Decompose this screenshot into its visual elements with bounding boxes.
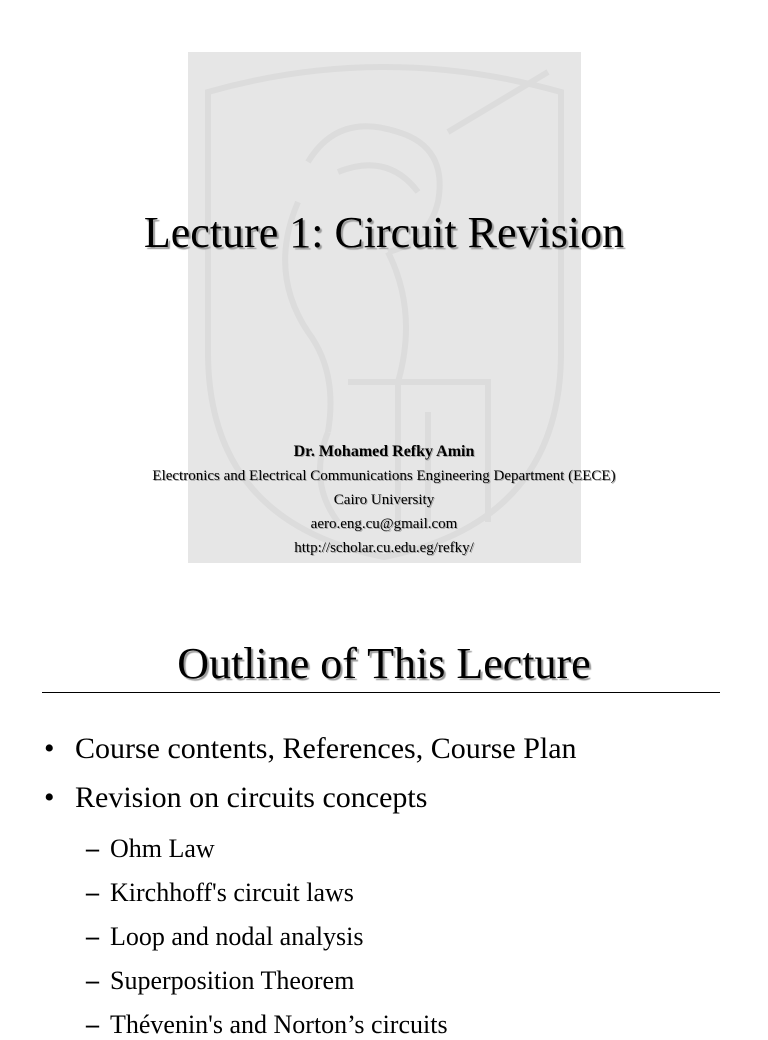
author-name: Dr. Mohamed Refky Amin <box>293 443 475 460</box>
dash-icon: – <box>86 966 99 995</box>
list-item-label: Revision on circuits concepts <box>75 781 428 814</box>
sub-item-label: Superposition Theorem <box>110 966 355 995</box>
dash-icon: – <box>86 1010 99 1039</box>
dash-icon: – <box>86 834 99 863</box>
sub-item-label: Thévenin's and Norton’s circuits <box>110 1010 448 1039</box>
bullet-icon: • <box>44 732 55 765</box>
sub-item-label: Ohm Law <box>110 834 215 863</box>
dash-icon: – <box>86 922 99 951</box>
sub-list-item <box>86 966 354 996</box>
slide-title: Lecture 1: Circuit Revision <box>143 208 625 257</box>
sub-item-label: Kirchhoff's circuit laws <box>110 878 354 907</box>
dash-icon: – <box>86 878 99 907</box>
website-text: http://scholar.cu.edu.eg/refky/ <box>294 540 474 556</box>
sub-item-label: Loop and nodal analysis <box>110 922 364 951</box>
list-item-label: Course contents, References, Course Plan <box>75 732 577 765</box>
bullet-icon: • <box>44 781 55 814</box>
outline-slide <box>0 600 768 1039</box>
list-item <box>44 781 427 815</box>
university-text: Cairo University <box>333 492 435 508</box>
author-block <box>0 440 768 560</box>
sub-list-item <box>86 834 215 864</box>
outline-title: Outline of This Lecture <box>177 639 591 688</box>
title-divider <box>42 692 720 693</box>
sub-list-item <box>86 878 354 908</box>
sub-list-item <box>86 1010 448 1040</box>
email-text: aero.eng.cu@gmail.com <box>310 516 458 532</box>
department-text: Electronics and Electrical Communications Engineering Department (EECE) <box>152 468 616 484</box>
list-item <box>44 732 577 766</box>
sub-list-item <box>86 922 363 952</box>
